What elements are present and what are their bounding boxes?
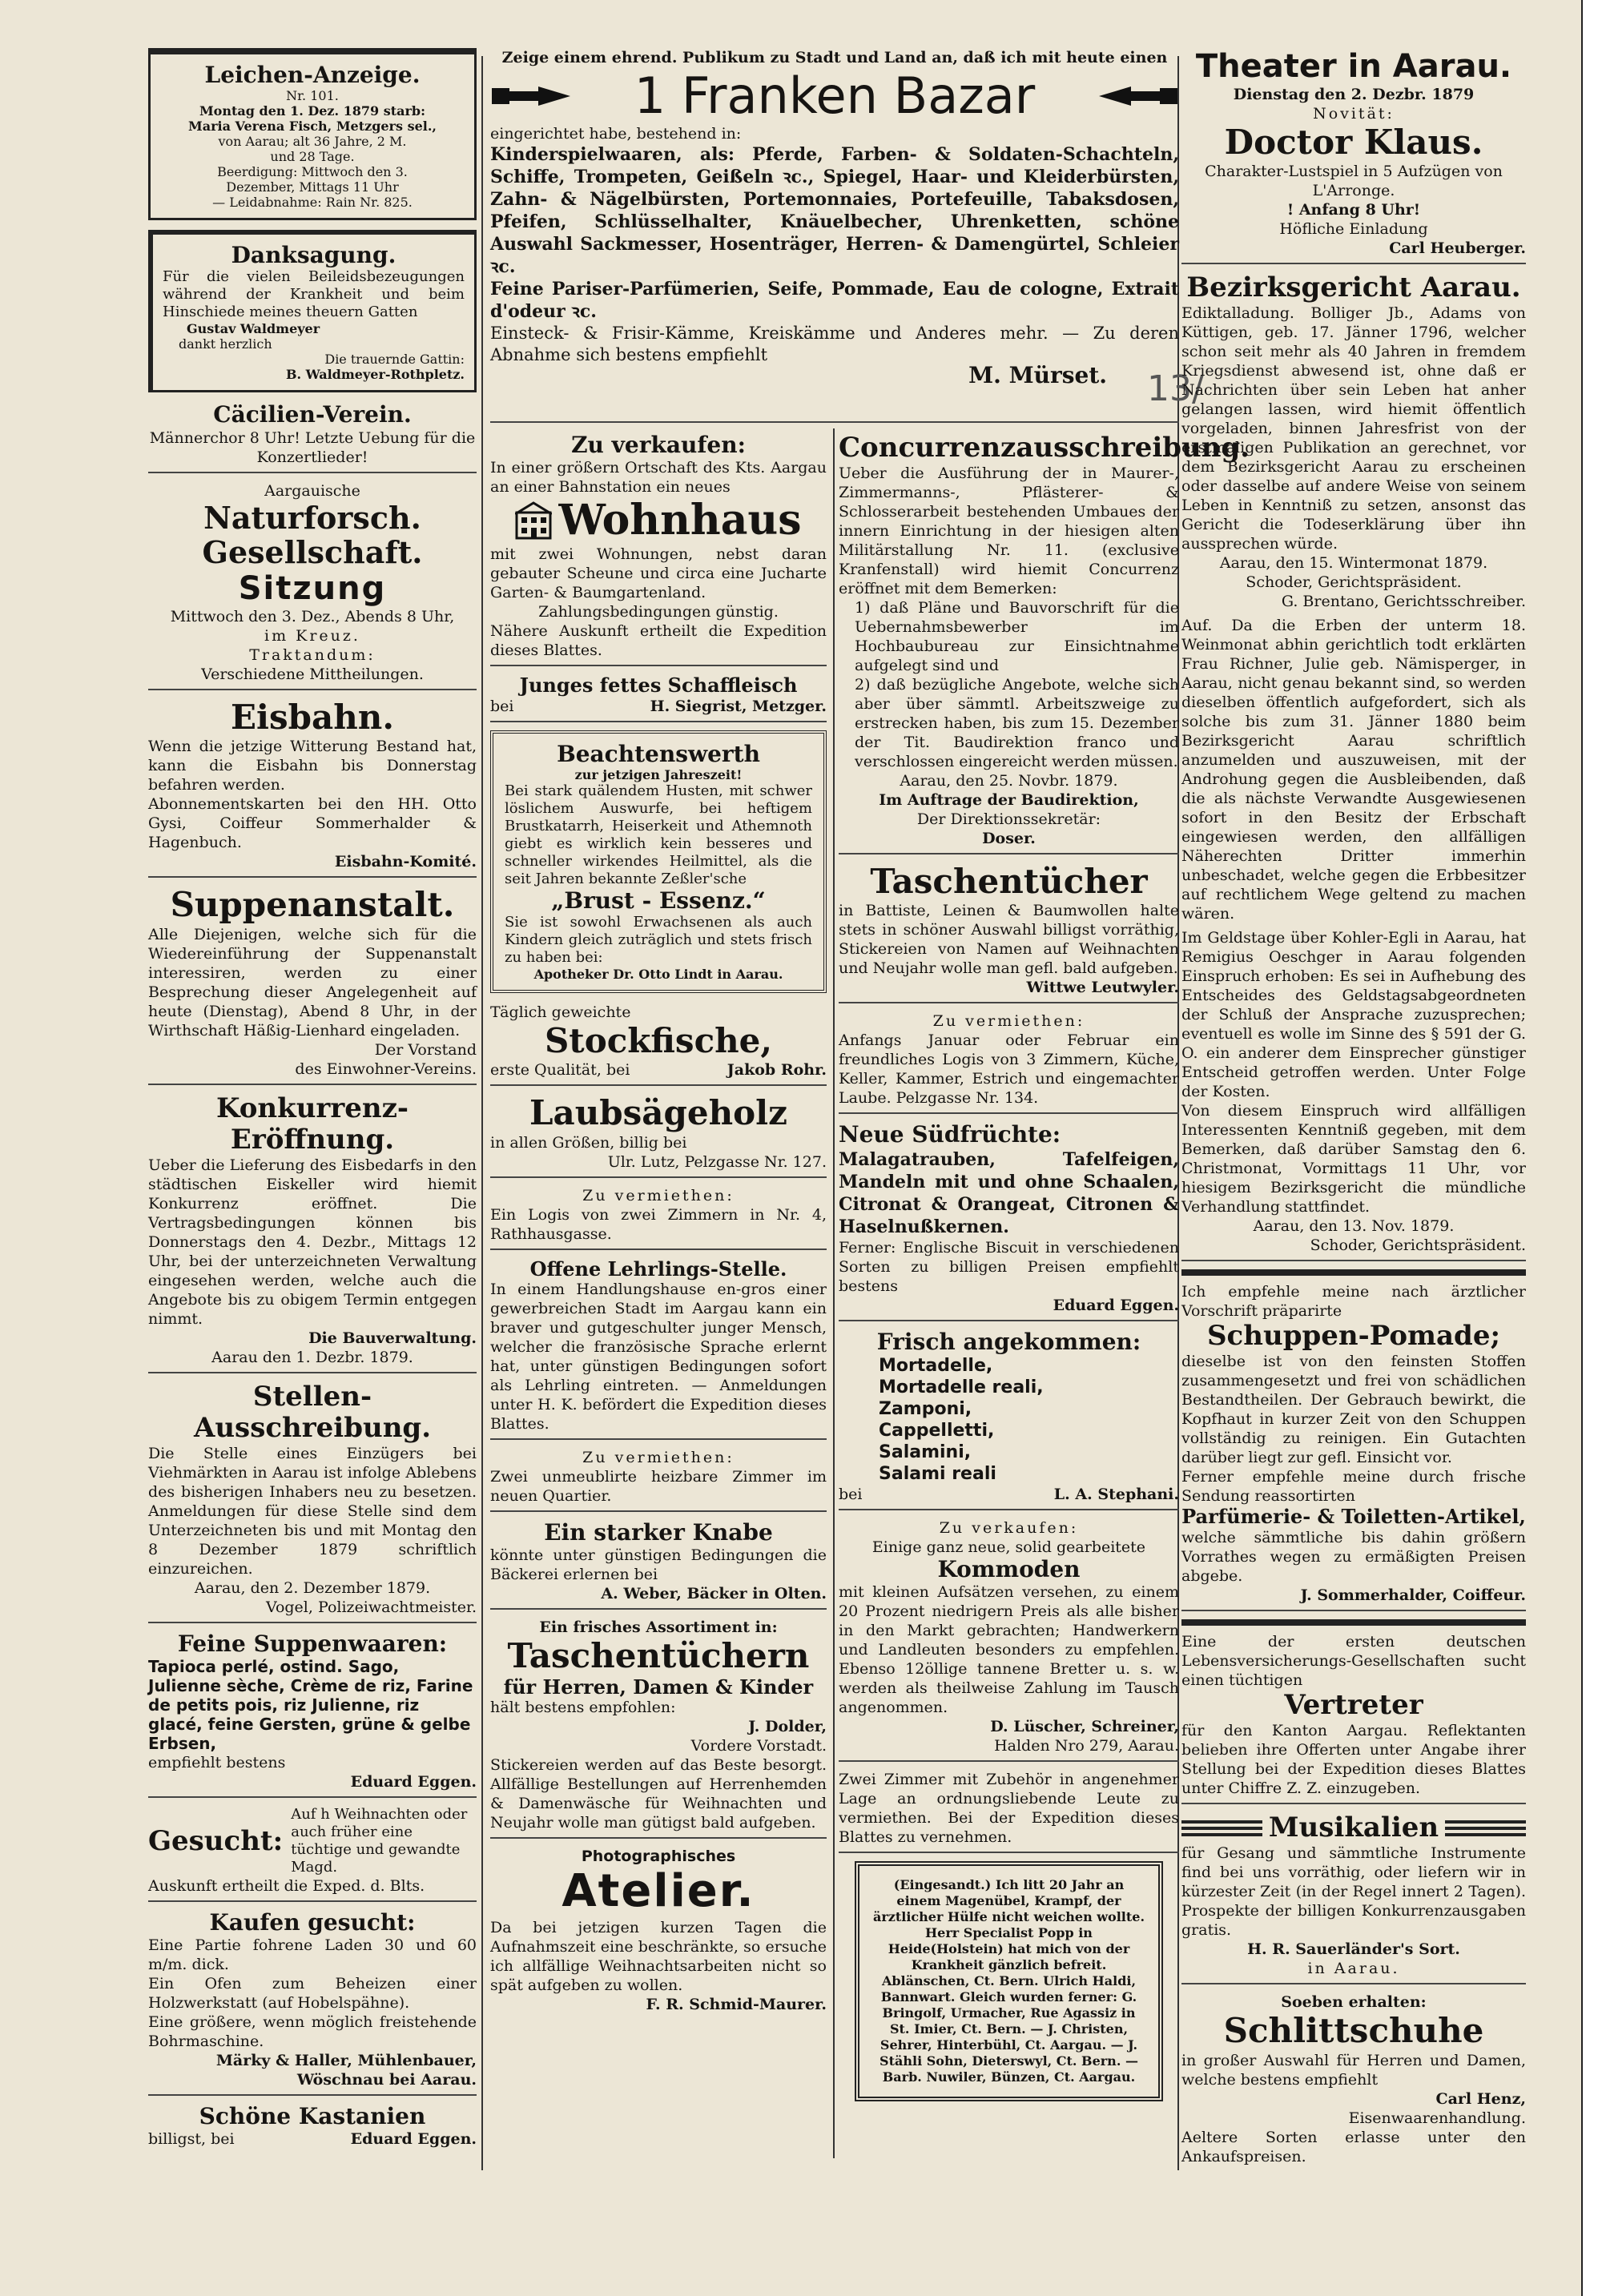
ad-danksagung: Danksagung. Für die vielen Beileidsbezeugungen während der Krankheit und beim Hinschiede meines theuern Gatten Gustav Waldmeyer dankt herzlich Die trauernde Gattin: B. Waldmeyer-Rothpletz. bbox=[148, 230, 477, 392]
ad-suppenanstalt: Suppenanstalt. Alle Diejenigen, welche sich für die Wiedereinführung der Suppenanstalt interessiren, werden zu einer Besprechung dieser Angelegenheit auf heute (Dienstag), Abend 8 Uhr, in der Wirthschaft Häßig-Lienhard eingeladen. Der Vorstand des Einwohner-Vereins. bbox=[148, 886, 477, 1084]
ad-stockfische: Täglich geweichte Stockfische, erste Qualität, bei Jakob Rohr. bbox=[490, 1003, 827, 1086]
ad-schuppen-pomade: Ich empfehle meine nach ärztlicher Vorschrift präparirte Schuppen-Pomade; dieselbe ist von den feinsten Stoffen zusammengesetzt und frei von schädlichen Bestandtheilen. Der Gebrauch bewirkt, die Kopfhaut in kurzer Zeit von den Schuppen vollständig zu reinigen. Ein Gutachten darüber liegt zur gefl. Einsicht vor. Ferner empfehle meine durch frische Sendung reassortirten Parfümerie- & Toiletten-Artikel, welche sämmtliche bis dahin größern Vorrathes wegen zu ermäßigten Preisen abgebe. J. Sommerhalder, Coiffeur. bbox=[1181, 1282, 1526, 1611]
ad-eingesandt-framed: (Eingesandt.) Ich litt 20 Jahr an einem Magenübel, Krampf, der ärztlicher Hülfe nicht weichen wollte. Herr Specialist Popp in Heide(Holstein) hat mich von der Krankheit gänzlich befreit. Ablänschen, Ct. Bern. Ulrich Haldi, Bannwart. Gleich wurden ferner: G. Bringolf, Urmacher, Rue Agassiz in St. Imier, Ct. Bern. — J. Christen, Sehrer, Hinterbühl, Ct. Aargau. — J. Stähli Sohn, Dieterswyl, Ct. Bern. — Barb. Nuwiler, Bünzen, Ct. Aargau. bbox=[855, 1861, 1163, 2101]
ad-caecilien-verein: Cäcilien-Verein. Männerchor 8 Uhr! Letzte Uebung für die Konzertlieder! bbox=[148, 402, 477, 472]
rule-bar bbox=[1181, 1269, 1526, 1276]
ad-frisch-angekommen: Frisch angekommen: Mortadelle, Mortadelle reali, Zamponi, Cappelletti, Salamini, Salami reali bei L. A. Stephani. bbox=[839, 1329, 1179, 1510]
ad-feine-suppenwaaren: Feine Suppenwaaren: Tapioca perlé, ostind. Sago, Julienne sèche, Crème de riz, Farine de petits pois, riz Julienne, riz glacé, feine Gersten, grüne & gelbe Erbsen, empfiehlt bestens Eduard Eggen. bbox=[148, 1631, 477, 1798]
page-edge bbox=[1581, 0, 1602, 2296]
column-middle bbox=[490, 48, 1250, 2085]
ad-vertreter: Eine der ersten deutschen Lebensversicherungs-Gesellschaften sucht einen tüchtigen Vertreter für den Kanton Aargau. Reflektanten belieben ihre Offerten unter Angabe ihrer Stellung bei der Expedition dieses Blattes unter Chiffre Z. Z. einzugeben. bbox=[1181, 1632, 1526, 1804]
ad-leichen-anzeige: Leichen-Anzeige. Nr. 101. Montag den 1. Dez. 1879 starb: Maria Verena Fisch, Metzgers sel., von Aarau; alt 36 Jahre, 2 M. und 28 Tage. Beerdigung: Mittwoch den 3. Dezember, Mittags 11 Uhr — Leidabnahme: Rain Nr. 825. bbox=[148, 48, 477, 220]
column-rule bbox=[833, 428, 835, 2158]
ad-eisbahn: Eisbahn. Wenn die jetzige Witterung Bestand hat, kann die Eisbahn bis Donnerstag befahren werden. Abonnementskarten bei den HH. Otto Gysi, Coiffeur Sommerhalder & Hagenbuch. Eisbahn-Komité. bbox=[148, 698, 477, 878]
ad-kastanien: Schöne Kastanien billigst, bei Eduard Eggen. bbox=[148, 2103, 477, 2149]
ad-vermiethen-1: Zu vermiethen: Ein Logis von zwei Zimmern in Nr. 4, Rathhausgasse. bbox=[490, 1186, 827, 1250]
ad-bezirksgericht: Bezirksgericht Aarau. Ediktalladung. Bolliger Jb., Adams von Küttigen, geb. 17. Jänner 1796, welcher schon seit mehr als 40 Jahren in fremdem Kriegsdienst abwesend ist, ohne daß er Nachrichten über sein Leben hat anher gelangen lassen, wird hiemit öffentlich vorgeladen, binnen Jahresfrist von der erstmaligen Publikation an gerechnet, vor dem Bezirksgericht Aarau zu erscheinen oder dasselbe auf andere Weise von seinem Leben in Kenntniß zu setzen, ansonst das Gericht die Todeserklärung über ihn aussprechen würde. Aarau, den 15. Wintermonat 1879. Schoder, Gerichtspräsident. G. Brentano, Gerichtsschreiber. Auf. Da die Erben der unterm 18. Weinmonat abhin gerichtlich todt erklärten Frau Richner, Julie geb. Nämisperger, in Aarau, nicht genau bekannt sind, so werden dieselben öffentlich aufgefordert, sich als solche bis zum 31. Jänner 1880 beim Bezirksgericht Aarau schriftlich anzumelden und auszuweisen, mit der Androhung gegen die Ausbleibenden, daß die als nächste Verwandte Ausgewiesenen sofort in den Besitz der Erbschaft eingewiesen werden, den allfälligen Näherechten Dritter immerhin unbeschadet, welche gegen die Erbbesitzer auf rechtlichem Wege geltend zu machen wären. Im Geldstage über Kohler-Egli in Aarau, hat Remigius Oeschger in Aarau folgenden Einspruch erhoben: Es sei in Aufhebung des Entscheides des Geldstagsabgeordneten der Schluß der Ansprache zuzusprechen; eventuell es wolle im Sinne des § 591 der G. O. ein anderer dem Einsprecher günstiger Entscheid getroffen werden. Unter Folge der Kosten. Von diesem Einspruch wird allfälligen Interessenten Kenntniß gegeben, mit dem Bemerken, daß darüber Samstag den 6. Christmonat, Vormittags 11 Uhr, vor hiesigem Bezirksgericht die mündliche Verhandlung stattfindet. Aarau, den 13. Nov. 1879. Schoder, Gerichtspräsident. bbox=[1181, 272, 1526, 1261]
ad-photo-atelier: Photographisches Atelier. Da bei jetzigen kurzen Tagen die Aufnahmszeit eine beschränkte, so ersuche ich allfällige Weihnachtsarbeiten nicht so spät aufgeben zu wollen. F. R. Schmid-Maurer. bbox=[490, 1848, 827, 2013]
pencil-annotation: 13/ bbox=[1147, 368, 1204, 409]
column-rule bbox=[481, 56, 483, 2170]
musik-bars-right bbox=[1445, 1817, 1526, 1840]
ad-suedfruechte: Neue Südfrüchte: Malagatrauben, Tafelfeigen, Mandeln mit und ohne Schaalen, Citronat & Orangeat, Citronen & Haselnußkernen. Ferner: Englische Biscuit in verschiedenen Sorten zu billigen Preisen empfiehlt bestens Eduard Eggen. bbox=[839, 1122, 1179, 1321]
rule-bar bbox=[1181, 1619, 1526, 1626]
ad-konkurrenz: Konkurrenz-Eröffnung. Ueber die Lieferung des Eisbedarfs in den städtischen Eiskeller wird hiemit Konkurrenz eröffnet. Die Vertragsbedingungen können bis Donnerstags den 4. Dezbr., Mittags 12 Uhr, bei der unterzeichneten Verwaltung eingesehen werden, welche auch die Angebote bis zu obigem Termin entgegen nimmt. Die Bauverwaltung. Aarau den 1. Dezbr. 1879. bbox=[148, 1093, 477, 1373]
ad-musikalien: Musikalien für Gesang und sämmtliche Instrumente find bei uns vorräthig, oder liefern wir in kürzester Zeit (in der Regel innert 2 Tagen). Prospekte der billigen Konkurrenzausgaben gratis. H. R. Sauerländer's Sort. in Aarau. bbox=[1181, 1812, 1526, 1984]
ad-concurrenzausschreibung: Concurrenzausschreibung. Ueber die Ausführung der in Maurer-, Zimmermanns-, Pflästerer- & Schlosserarbeit bestehenden Umbaues der innern Einrichtung in der hiesigen alten Militärstallung Nr. 11. (exclusive Kranfenstall) wird hiemit Concurrenz eröffnet mit dem Bemerken: 1) daß Pläne und Bauvorschrift für die Uebernahmsbewerber im Hochbaubureau zur Einsichtnahme aufgelegt sind und 2) daß bezügliche Angebote, welche sich aber über sämmtl. Arbeitszweige zu erstrecken haben, bis zum 15. Dezember der Tit. Baudirektion franco und verschlossen eingereicht werden müssen. Aarau, den 25. Novbr. 1879. Im Auftrage der Baudirektion, Der Direktionssekretär: Doser. bbox=[839, 432, 1179, 854]
ad-kaufen-gesucht: Kaufen gesucht: Eine Partie fohrene Laden 30 und 60 m/m. dick. Ein Ofen zum Beheizen einer Holzwerkstatt (auf Hobelspähne). Eine größere, wenn möglich freistehende Bohrmaschine. Märky & Haller, Mühlenbauer, Wöschnau bei Aarau. bbox=[148, 1910, 477, 2096]
subcolumn-middle-left bbox=[490, 432, 827, 2027]
house-icon bbox=[515, 501, 552, 540]
ad-schlittschuhe: Soeben erhalten: Schlittschuhe in großer Auswahl für Herren und Damen, welche bestens empfiehlt Carl Henz, Eisenwaarenhandlung. Aeltere Sorten erlasse unter den Ankaufspreisen. bbox=[1181, 1993, 1526, 2165]
pointing-hand-left-icon bbox=[1091, 80, 1179, 112]
ad-vermiethen-3: Zu vermiethen: Anfangs Januar oder Februar ein freundliches Logis von 3 Zimmern, Küche, Keller, Kammer, Estrich und eingemachter Laube. Pelzgasse Nr. 134. bbox=[839, 1011, 1179, 1114]
subcolumn-middle-right bbox=[839, 432, 1250, 2109]
ad-taschentuechern: Ein frisches Assortiment in: Taschentüchern für Herren, Damen & Kinder hält bestens empfohlen: J. Dolder, Vordere Vorstadt. Stickereien werden auf das Beste besorgt. Allfällige Bestellungen auf Herrenhemden & Damenwäsche für Weihnachten und Neujahr wolle man gütigst bald aufgeben. bbox=[490, 1618, 827, 1839]
ad-vermiethen-2: Zu vermiethen: Zwei unmeublirte heizbare Zimmer im neuen Quartier. bbox=[490, 1448, 827, 1512]
ad-naturforsch: Aargauische Naturforsch. Gesellschaft. Sitzung Mittwoch den 3. Dez., Abends 8 Uhr, im Kreuz. Traktandum: Verschiedene Mittheilungen. bbox=[148, 481, 477, 690]
ad-schaffleisch: Junges fettes Schaffleisch bei H. Siegrist, Metzger. bbox=[490, 674, 827, 722]
ad-lehrlings-stelle: Offene Lehrlings-Stelle. In einem Handlungshause en-gros einer gewerbreichen Stadt im Aargau kann ein braver und gutgeschulter junger Mensch, welcher die französische Sprache erlernt hat, unter günstigen Bedingungen sofort als Lehrling eintreten. — Anmeldungen unter H. K. befördert die Expedition dieses Blattes. bbox=[490, 1258, 827, 1441]
product-list: Mortadelle, Mortadelle reali, Zamponi, Cappelletti, Salamini, Salami reali bbox=[879, 1355, 1044, 1484]
ad-wohnhaus: Zu verkaufen: In einer größern Ortschaft des Kts. Aargau an einer Bahnstation ein neues Wohnhaus mit zwei Wohnungen, nebst daran gebauter Scheune und circa eine Jucharte Garten- & Baumgartenland. Zahlungsbedingungen günstig. Nähere Auskunft ertheilt die Expedition dieses Blattes. bbox=[490, 432, 827, 666]
pointing-hand-right-icon bbox=[490, 80, 578, 112]
ad-kommoden: Zu verkaufen: Einige ganz neue, solid gearbeitete Kommoden mit kleinen Aufsätzen versehen, zu einem 20 Prozent niedrigern Preis als alle bisher in den Markt gebrachten; Handwerkern und Landleuten besonders zu empfehlen. Ebenso 12öllige tannene Bretter u. s. w. werden als theilweise Zahlung im Tausch angenommen. D. Lüscher, Schreiner, Halden Nro 279, Aarau. bbox=[839, 1518, 1179, 1762]
musik-bars-left bbox=[1181, 1817, 1262, 1840]
ad-knabe: Ein starker Knabe könnte unter günstigen Bedingungen die Bäckerei erlernen bei A. Weber, Bäcker in Olten. bbox=[490, 1520, 827, 1610]
ad-laubsaegeholz: Laubsägeholz in allen Größen, billig bei Ulr. Lutz, Pelzgasse Nr. 127. bbox=[490, 1094, 827, 1177]
ad-stellen: Stellen-Ausschreibung. Die Stelle eines Einzügers bei Viehmärkten in Aarau ist infolge Ablebens des bisherigen Inhabers neu zu besetzen. Anmeldungen für diese Stelle sind dem Unterzeichneten bis und mit Montag den 8 Dezember 1879 schriftlich einzureichen. Aarau, den 2. Dezember 1879. Vogel, Polizeiwachtmeister. bbox=[148, 1381, 477, 1623]
ad-taschentuecher: Taschentücher in Battiste, Leinen & Baumwollen halte stets in schöner Auswahl billigst vorräthig, Stickereien von Namen auf Weihnachten und Neujahr wolle man gefl. bald aufgeben. Wittwe Leutwyler. bbox=[839, 863, 1179, 1003]
ad-franken-bazar: Zeige einem ehrend. Publikum zu Stadt und Land an, daß ich mit heute einen 1 Franken Bazar eingerichtet habe, bestehend in: Kinderspielwaaren, als: Pferde, Farben- & Soldaten-Schachteln, Schiffe, Trompeten, Geißeln ꝛc., Spiegel, Haar- und Kleiderbürsten, Zahn- & Nägelbürsten, Portemonnaies, Portefeuille, Tabaksdosen, Pfeifen, Schlüsselhalter, Knäuelbecher, Uhrenketten, schöne Auswahl Sackmesser, Hosenträger, Herren- & Damengürtel, Schleier ꝛc. Feine Pariser-Parfümerien, Seife, Pommade, Eau de cologne, Extrait d'odeur ꝛc. Einsteck- & Frisir-Kämme, Kreiskämme und Anderes mehr. — Zu deren Abnahme sich bestens empfiehlt M. Mürset. bbox=[490, 48, 1179, 423]
ad-theater: Theater in Aarau. Dienstag den 2. Dezbr. 1879 Novität: Doctor Klaus. Charakter-Lustspiel in 5 Aufzügen von L'Arronge. ! Anfang 8 Uhr! Höfliche Einladung Carl Heuberger. bbox=[1181, 48, 1526, 264]
column-left bbox=[148, 48, 477, 2161]
column-right bbox=[1181, 48, 1526, 2179]
ad-brust-essenz: Beachtenswerth zur jetzigen Jahreszeit! Bei stark quälendem Husten, mit schwer löslichem Auswurfe, bei heftigem Brustkatarrh, Heiserkeit und Athemnoth giebt es wirklich kein besseres und schneller wirkendes Heilmittel, als die seit Jahren bekannte Zeßler'sche „Brust - Essenz.“ Sie ist sowohl Erwachsenen als auch Kindern gleich zuträglich und stets frisch zu haben bei: Apotheker Dr. Otto Lindt in Aarau. bbox=[490, 730, 827, 993]
ad-vermiethen-4: Zwei Zimmer mit Zubehör in angenehmer Lage an ordnungsliebende Leute zu vermiethen. Bei der Expedition dieses Blattes zu vernehmen. bbox=[839, 1770, 1179, 1853]
ad-title: Leichen-Anzeige. bbox=[204, 62, 421, 88]
ad-gesucht: Gesucht: Auf h Weihnachten oder auch früher eine tüchtige und gewandte Magd. Auskunft ertheilt die Exped. d. Blts. bbox=[148, 1806, 477, 1902]
